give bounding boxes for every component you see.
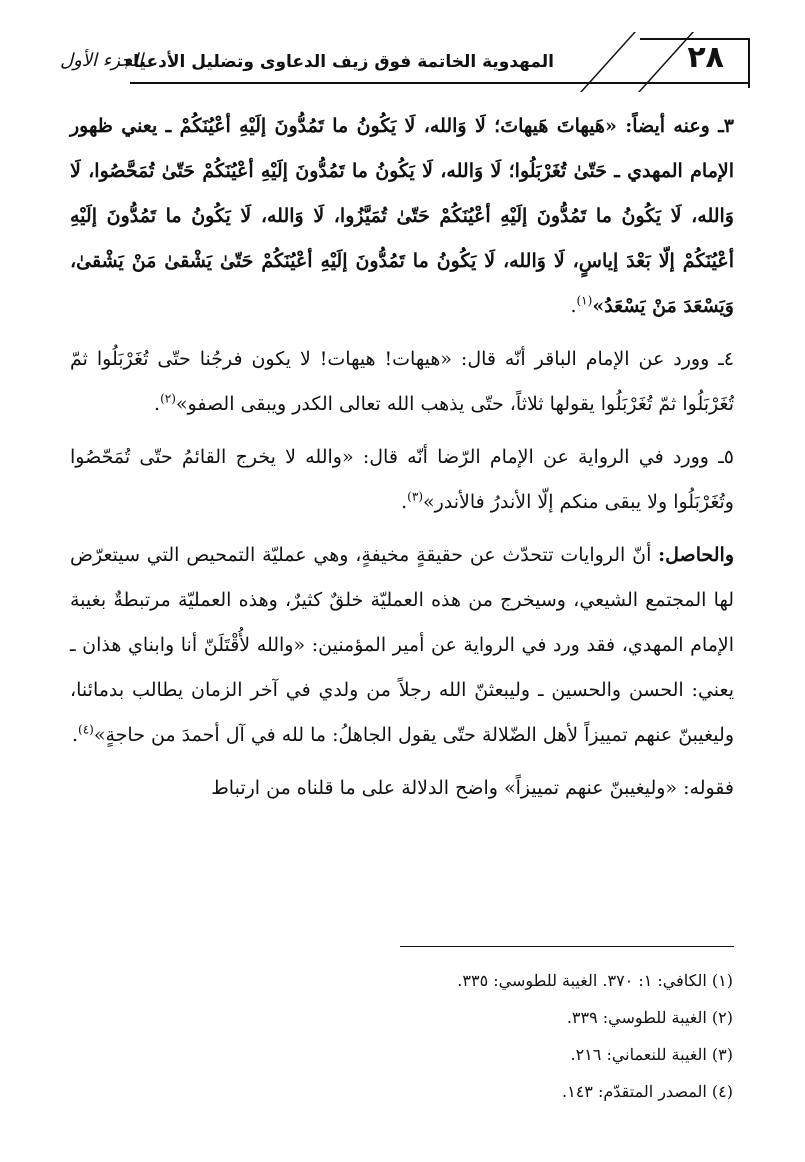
paragraph-text: فقوله: «وليغيبنّ عنهم تمييزاً» واضح الدلالة على ما قلناه من ارتباط [211, 777, 734, 799]
footnote: (١) الكافي: ١: ٣٧٠. الغيبة للطوسي: ٣٣٥. [457, 971, 733, 990]
footnote: (٢) الغيبة للطوسي: ٣٣٩. [566, 1008, 733, 1027]
paragraph-5: ٥ـ وورد في الرواية عن الإمام الرّضا أنّه قال: «والله لا يخرج القائمُ حتّى تُمَحّصُوا وتُغَرْبَلُوا ولا يبقى منكم إلّا الأندرُ فالأندر»$^{(٣)}$. [70, 446, 734, 513]
footnote-ref[interactable]: (٣) [407, 489, 423, 504]
running-title: المهدوية الخاتمة فوق زيف الدعاوى وتضليل الأدعياء [124, 52, 554, 72]
paragraph-lead: والحاصل: [658, 544, 734, 566]
part-label: الجزء الأول [60, 50, 144, 71]
paragraph-3: ٣ـ وعنه أيضاً: «هَيهاتَ هَيهاتَ؛ لَا وَالله، لَا يَكُونُ ما تَمُدُّونَ إلَيْهِ أعْيُنَكُمْ ـ يعني ظهور الإمام المهدي ـ حَتّىٰ تُغَرْبَلُوا؛ لَا وَالله، لَا يَكُونُ ما تَمُدُّونَ إلَيْهِ أعْيُنَكُمْ حَتّىٰ تُمَحَّصُوا، لَا وَالله، لَا يَكُونُ ما تَمُدُّونَ إلَيْهِ أعْيُنَكُمْ حَتّىٰ تُمَيَّزُوا، لَا وَالله، لَا يَكُونُ ما تَمُدُّونَ إلَيْهِ أعْيُنَكُمْ إلّا بَعْدَ إياسٍ، لَا وَالله، لَا يَكُونُ ما تَمُدُّونَ إلَيْهِ أعْيُنَكُمْ حَتّىٰ يَشْقىٰ مَنْ يَشْقىٰ، وَيَسْعَدَ مَنْ يَسْعَدُ»$^{(١)}$. [70, 115, 734, 317]
footnote-ref[interactable]: (٤) [78, 722, 94, 737]
paragraph-text: أنّ الروايات تتحدّث عن حقيقةٍ مخيفةٍ، وهي عمليّة التمحيص التي سيتعرّض لها المجتمع الشيعي، وسيخرج من هذه العمليّة خلقٌ كثيرٌ، وهذه العمليّة مرتبطةٌ بغيبة الإمام المهدي، فقد ورد في الرواية عن أمير المؤمنين: «والله لأُقْتَلَنّ أنا وابناي هذان ـ يعني: الحسن والحسين ـ وليبعثنّ الله رجلاً من ولدي في آخر الزمان يطالب بدمائنا، وليغيبنّ عنهم تمييزاً لأهل الضّلالة حتّى يقول الجاهلُ: ما لله في آل أحمدَ من حاجةٍ» [70, 544, 734, 746]
paragraph-text: ٣ـ وعنه أيضاً: «هَيهاتَ هَيهاتَ؛ لَا وَالله، لَا يَكُونُ ما تَمُدُّونَ إلَيْهِ أعْيُنَكُمْ ـ يعني ظهور الإمام المهدي ـ حَتّىٰ تُغَرْبَلُوا؛ لَا وَالله، لَا يَكُونُ ما تَمُدُّونَ إلَيْهِ أعْيُنَكُمْ حَتّىٰ تُمَحَّصُوا، لَا وَالله، لَا يَكُونُ ما تَمُدُّونَ إلَيْهِ أعْيُنَكُمْ حَتّىٰ تُمَيَّزُوا، لَا وَالله، لَا يَكُونُ ما تَمُدُّونَ إلَيْهِ أعْيُنَكُمْ إلّا بَعْدَ إياسٍ، لَا وَالله، لَا يَكُونُ ما تَمُدُّونَ إلَيْهِ أعْيُنَكُمْ حَتّىٰ يَشْقىٰ مَنْ يَشْقىٰ، وَيَسْعَدَ مَنْ يَسْعَدُ» [70, 115, 734, 317]
paragraph-4: ٤ـ وورد عن الإمام الباقر أنّه قال: «هيهات! هيهات! لا يكون فرجُنا حتّى تُغَرْبَلُوا ثمّ تُغَرْبَلُوا ثمّ تُغَرْبَلُوا يقولها ثلاثاً، حتّى يذهب الله تعالى الكدر ويبقى الصفو»$^{(٢)}$. [70, 348, 734, 415]
paragraph-6: والحاصل: أنّ الروايات تتحدّث عن حقيقةٍ مخيفةٍ، وهي عمليّة التمحيص التي سيتعرّض لها المجتمع الشيعي، وسيخرج من هذه العمليّة خلقٌ كثيرٌ، وهذه العمليّة مرتبطةٌ بغيبة الإمام المهدي، فقد ورد في الرواية عن أمير المؤمنين: «والله لأُقْتَلَنّ أنا وابناي هذان ـ يعني: الحسن والحسين ـ وليبعثنّ الله رجلاً من ولدي في آخر الزمان يطالب بدمائنا، وليغيبنّ عنهم تمييزاً لأهل الضّلالة حتّى يقول الجاهلُ: ما لله في آل أحمدَ من حاجةٍ»$^{(٤)}$. [70, 544, 734, 746]
footnotes [69, 962, 733, 1110]
paragraph-7 [70, 766, 734, 811]
page-header [60, 26, 750, 98]
footnote-separator [400, 946, 734, 947]
footnote-ref[interactable]: (١) [576, 293, 593, 308]
footnote: (٤) المصدر المتقدّم: ١٤٣. [562, 1082, 733, 1101]
paragraph-text: ٥ـ وورد في الرواية عن الإمام الرّضا أنّه قال: «والله لا يخرج القائمُ حتّى تُمَحّصُوا وتُغَرْبَلُوا ولا يبقى منكم إلّا الأندرُ فالأندر» [70, 446, 734, 513]
footnote: (٣) الغيبة للنعماني: ٢١٦. [570, 1045, 733, 1064]
main-text [70, 104, 734, 819]
paragraph-text: ٤ـ وورد عن الإمام الباقر أنّه قال: «هيهات! هيهات! لا يكون فرجُنا حتّى تُغَرْبَلُوا ثمّ تُغَرْبَلُوا ثمّ تُغَرْبَلُوا يقولها ثلاثاً، حتّى يذهب الله تعالى الكدر ويبقى الصفو» [70, 348, 734, 415]
page-number: ٢٨ [687, 40, 724, 75]
footnote-ref[interactable]: (٢) [160, 391, 176, 406]
